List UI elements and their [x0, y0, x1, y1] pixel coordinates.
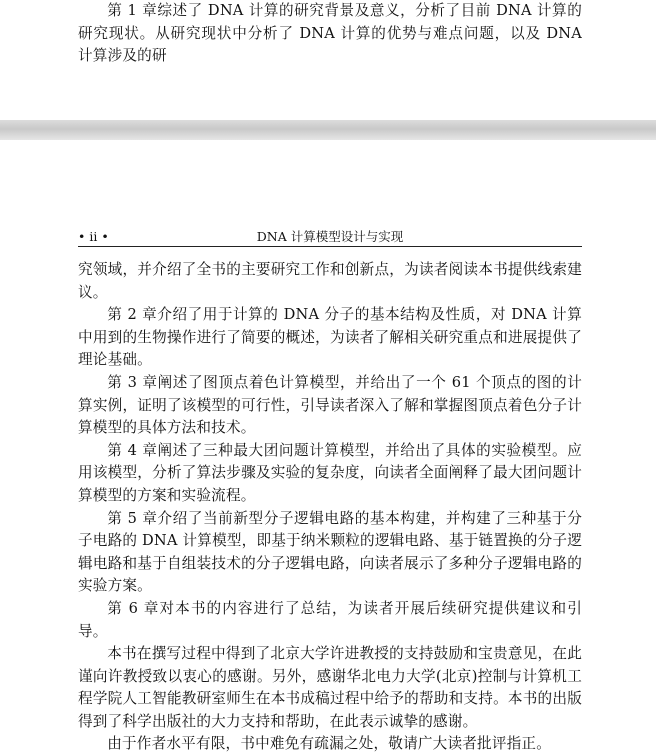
paragraph-closing: 由于作者水平有限，书中难免有疏漏之处，敬请广大读者批评指正。	[107, 735, 552, 753]
paragraph-chapter-3: 第 3 章阐述了图顶点着色计算模型，并给出了一个 61 个顶点的图的计算实例，证明了该模型的可行性，引导读者深入了解和掌握图顶点着色分子计算模型的具体方法和技术。	[78, 373, 582, 437]
paragraph-chapter-6: 第 6 章对本书的内容进行了总结，为读者开展后续研究提供建议和引导。	[78, 599, 582, 640]
paragraph-acknowledgements: 本书在撰写过程中得到了北京大学许进教授的支持鼓励和宝贵意见，在此谨向许教授致以衷心的感谢。另外，感谢华北电力大学(北京)控制与计算机工程学院人工智能教研室师生在本书成稿过程中给予的帮助和支持。本书的出版得到了科学出版社的大力支持和帮助，在此表示诚挚的感谢。	[78, 645, 582, 730]
paragraph-chapter-2: 第 2 章介绍了用于计算的 DNA 分子的基本结构及性质，对 DNA 计算中用到的生物操作进行了简要的概述，为读者了解相关研究重点和进展提供了理论基础。	[78, 306, 582, 369]
page-number: • ii •	[78, 229, 109, 244]
paragraph-chapter-5: 第 5 章介绍了当前新型分子逻辑电路的基本构建，并构建了三种基于分子电路的 DNA 计算模型，即基于纳米颗粒的逻辑电路、基于链置换的分子逻辑电路和基于自组装技术的分子逻辑电路，向读者展示了多种分子逻辑电路的实验方案。	[78, 509, 582, 595]
paragraph-chapter-1: 第 1 章综述了 DNA 计算的研究背景及意义，分析了目前 DNA 计算的研究现状。从研究现状中分析了 DNA 计算的优势与难点问题，以及 DNA 计算涉及的研	[78, 2, 582, 65]
paragraph-continuation: 究领域，并介绍了全书的主要研究工作和创新点，为读者阅读本书提供线索建议。	[78, 261, 582, 301]
running-title: DNA 计算模型设计与实现	[256, 229, 404, 244]
running-header	[78, 228, 582, 247]
paragraph-chapter-4: 第 4 章阐述了三种最大团问题计算模型，并给出了具体的实验模型。应用该模型，分析了算法步骤及实验的复杂度，向读者全面阐释了最大团问题计算模型的方案和实验流程。	[78, 441, 582, 504]
previous-page-text	[78, 0, 582, 68]
page-separator	[0, 120, 656, 140]
page-body	[78, 259, 582, 756]
